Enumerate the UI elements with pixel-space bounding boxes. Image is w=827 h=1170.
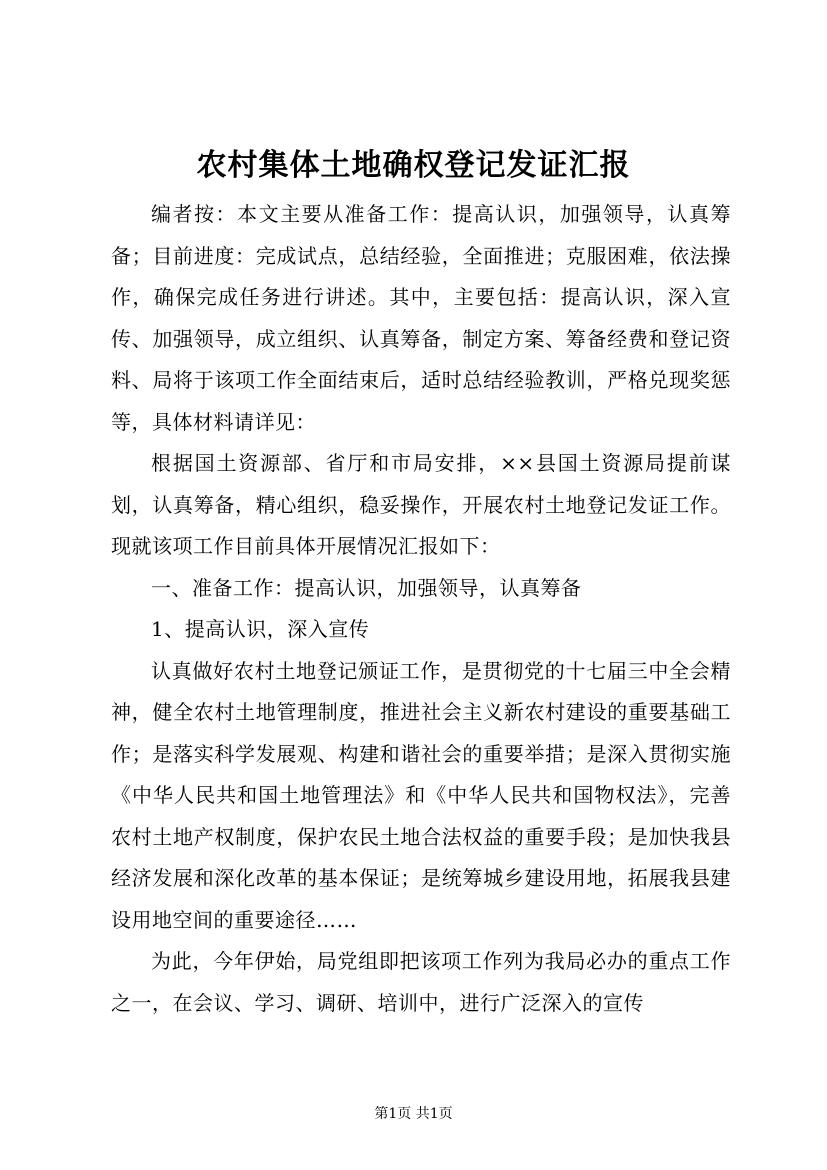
page-footer: 第1页 共1页 (374, 1106, 453, 1122)
paragraph-significance: 认真做好农村土地登记颁证工作，是贯彻党的十七届三中全会精神，健全农村土地管理制度，推进社会主义新农村建设的重要基础工作；是落实科学发展观、构建和谐社会的重要举措；是深入贯彻实施《中华人民共和国土地管理法》和《中华人民共和国物权法》，完善农村土地产权制度，保护农民土地合法权益的重要手段；是加快我县经济发展和深化改革的基本保证；是统筹城乡建设用地，拓展我县建设用地空间的重要途径…… (111, 658, 731, 932)
paragraph-publicity: 为此，今年伊始，局党组即把该项工作列为我局必办的重点工作之一，在会议、学习、调研、培训中，进行广泛深入的宣传 (111, 949, 731, 1015)
subsection-heading-1: 1、提高认识，深入宣传 (151, 617, 370, 641)
document-body (111, 194, 731, 1024)
section-heading-1: 一、准备工作：提高认识，加强领导，认真筹备 (151, 575, 582, 600)
document-title: 农村集体土地确权登记发证汇报 (196, 148, 631, 183)
paragraph-editor-note: 编者按：本文主要从准备工作：提高认识，加强领导，认真筹备；目前进度：完成试点，总结经验，全面推进；克服困难，依法操作，确保完成任务进行讲述。其中，主要包括：提高认识，深入宣传、加强领导，成立组织、认真筹备，制定方案、筹备经费和登记资料、局将于该项工作全面结束后，适时总结经验教训，严格兑现奖惩等，具体材料请详见： (111, 202, 731, 434)
paragraph-intro: 根据国土资源部、省厅和市局安排，××县国土资源局提前谋划，认真筹备，精心组织，稳妥操作，开展农村土地登记发证工作。现就该项工作目前具体开展情况汇报如下： (111, 451, 731, 558)
